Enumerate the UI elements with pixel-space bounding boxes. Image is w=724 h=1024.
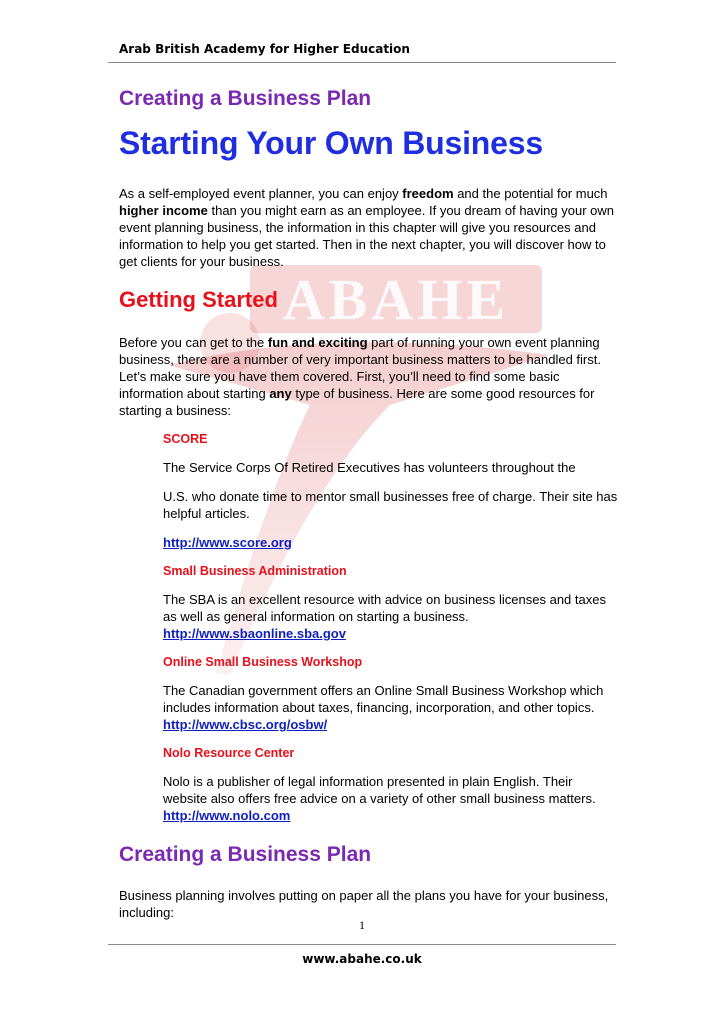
resource-title-osbw: Online Small Business Workshop xyxy=(163,655,363,669)
business-plan-paragraph: Business planning involves putting on paper all the plans you have for your business, including: xyxy=(119,888,609,920)
nolo-link[interactable]: http://www.nolo.com xyxy=(163,808,291,823)
resource-list xyxy=(163,431,619,824)
watermark-text: ABAHE xyxy=(282,267,510,332)
higher-income-emphasis: higher income xyxy=(119,203,208,218)
resource-text-osbw: The Canadian government offers an Online Small Business Workshop which includes information about taxes, financing, incorporation, and other topics. http://www.cbsc.org/osbw/ xyxy=(163,683,604,732)
footer-divider xyxy=(108,944,616,945)
score-link[interactable]: http://www.score.org xyxy=(163,535,292,550)
fun-exciting-emphasis: fun and exciting xyxy=(267,335,368,350)
getting-started-heading: Getting Started xyxy=(119,287,278,312)
getting-started-paragraph: Before you can get to the fun and exciting part of running your own event planning business, there are a number of very important business matters to be handled first. Let’s make sure you have them covered. First, you’ll need to find some basic information about starting any type of business. Here are some good resources for starting a business: xyxy=(119,335,601,418)
section-title: Creating a Business Plan xyxy=(119,87,372,110)
resource-title-sba: Small Business Administration xyxy=(163,564,347,578)
header-divider xyxy=(108,62,616,63)
page-title: Starting Your Own Business xyxy=(119,125,543,161)
freedom-emphasis: freedom xyxy=(402,186,454,201)
page-number: 1 xyxy=(359,918,365,932)
header-org-name: Arab British Academy for Higher Education xyxy=(119,42,410,56)
resource-text-sba: The SBA is an excellent resource with advice on business licenses and taxes as well as general information on starting a business. http://www.sbaonline.sba.gov xyxy=(163,592,606,641)
document-body xyxy=(119,86,619,921)
resource-title-nolo: Nolo Resource Center xyxy=(163,746,295,760)
resource-text-nolo: Nolo is a publisher of legal information presented in plain English. Their website also offers free advice on a variety of other small business matters. http://www.nolo.com xyxy=(163,774,596,823)
resource-title-score: SCORE xyxy=(163,432,208,446)
business-plan-heading: Creating a Business Plan xyxy=(119,843,372,866)
resource-text-score-1: The Service Corps Of Retired Executives has volunteers throughout the xyxy=(163,460,576,475)
osbw-link[interactable]: http://www.cbsc.org/osbw/ xyxy=(163,717,328,732)
sba-link[interactable]: http://www.sbaonline.sba.gov xyxy=(163,626,346,641)
resource-text-score-2: U.S. who donate time to mentor small businesses free of charge. Their site has helpful articles. xyxy=(163,489,618,521)
any-emphasis: any xyxy=(269,386,292,401)
footer-website: www.abahe.co.uk xyxy=(302,952,422,966)
intro-paragraph: As a self-employed event planner, you can enjoy freedom and the potential for much higher income than you might earn as an employee. If you dream of having your own event planning business, the information in this chapter will give you resources and information to help you get started. Then in the next chapter, you will discover how to get clients for your business. xyxy=(119,186,614,269)
